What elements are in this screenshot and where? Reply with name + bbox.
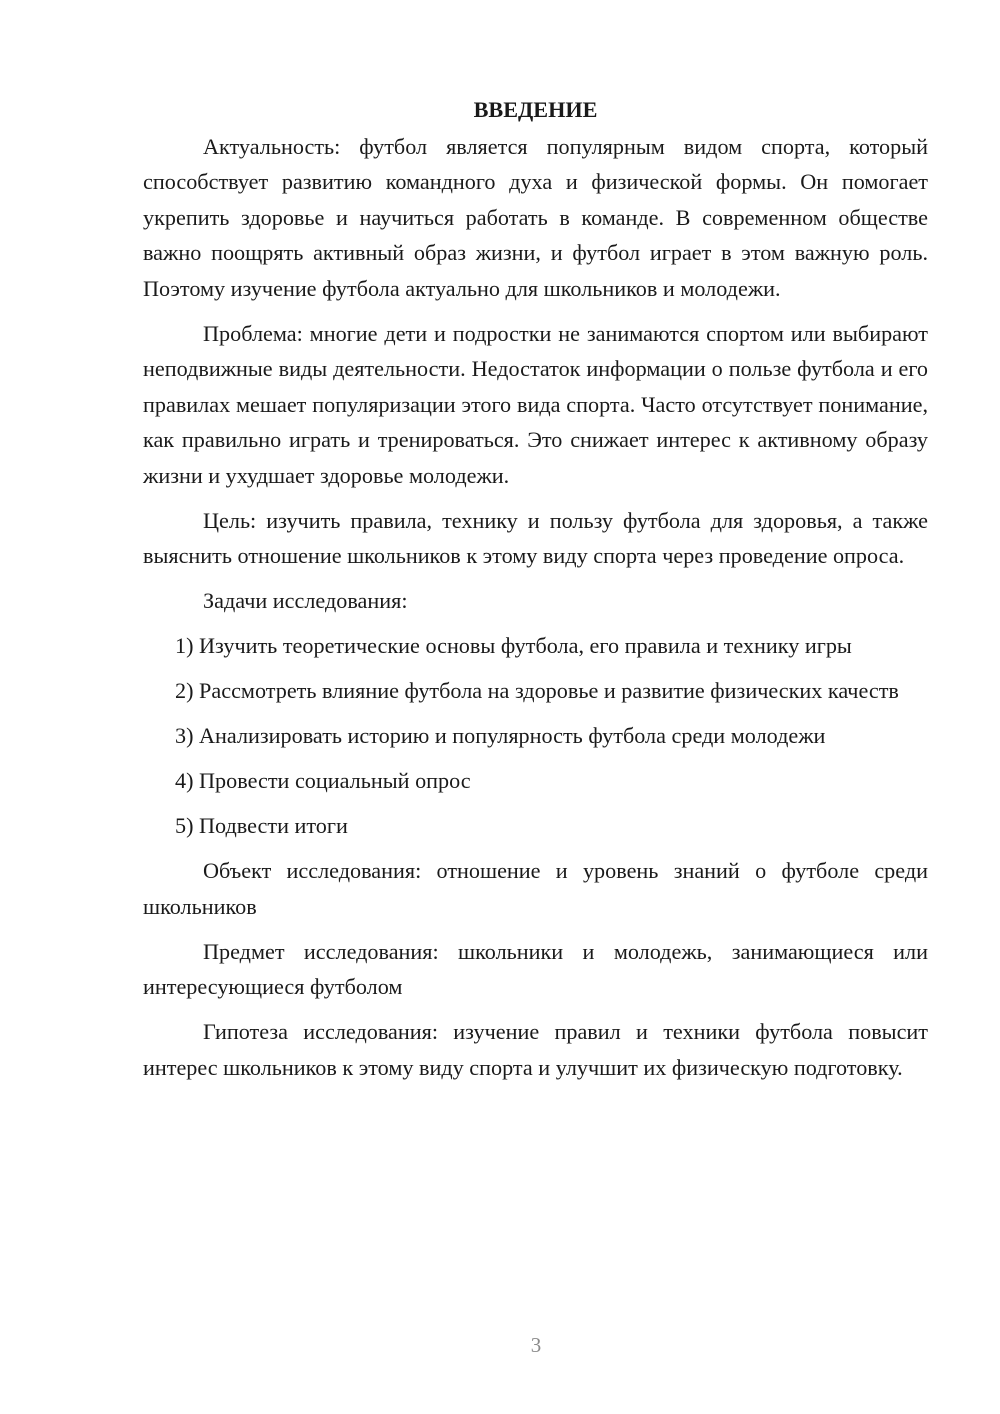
task-item: 2) Рассмотреть влияние футбола на здоровье и развитие физических качеств xyxy=(175,678,899,703)
object-paragraph: Объект исследования: отношение и уровень знаний о футболе среди школьников xyxy=(143,858,928,919)
document-page xyxy=(143,92,928,1095)
relevance-paragraph: Актуальность: футбол является популярным видом спорта, который способствует развитию командного духа и физической формы. Он помогает укрепить здоровье и научиться работать в команде. В современном обществе важно поощрять активный образ жизни, и футбол играет в этом важную роль. Поэтому изучение футбола актуально для школьников и молодежи. xyxy=(143,133,928,301)
page-number: 3 xyxy=(530,1333,542,1357)
goal-paragraph: Цель: изучить правила, технику и пользу футбола для здоровья, а также выяснить отношение школьников к этому виду спорта через проведение опроса. xyxy=(143,507,928,568)
section-heading: ВВЕДЕНИЕ xyxy=(473,97,598,122)
tasks-title: Задачи исследования: xyxy=(203,588,408,613)
task-item: 1) Изучить теоретические основы футбола, его правила и технику игры xyxy=(175,633,852,658)
task-item: 3) Анализировать историю и популярность футбола среди молодежи xyxy=(175,723,826,748)
hypothesis-paragraph: Гипотеза исследования: изучение правил и техники футбола повысит интерес школьников к этому виду спорта и улучшит их физическую подготовку. xyxy=(143,1019,928,1080)
subject-paragraph: Предмет исследования: школьники и молодежь, занимающиеся или интересующиеся футболом xyxy=(143,938,928,999)
task-item: 4) Провести социальный опрос xyxy=(175,768,471,793)
task-item: 5) Подвести итоги xyxy=(175,813,348,838)
problem-paragraph: Проблема: многие дети и подростки не занимаются спортом или выбирают неподвижные виды деятельности. Недостаток информации о пользе футбола и его правилах мешает популяризации этого вида спорта. Часто отсутствует понимание, как правильно играть и тренироваться. Это снижает интерес к активному образу жизни и ухудшает здоровье молодежи. xyxy=(143,320,928,488)
